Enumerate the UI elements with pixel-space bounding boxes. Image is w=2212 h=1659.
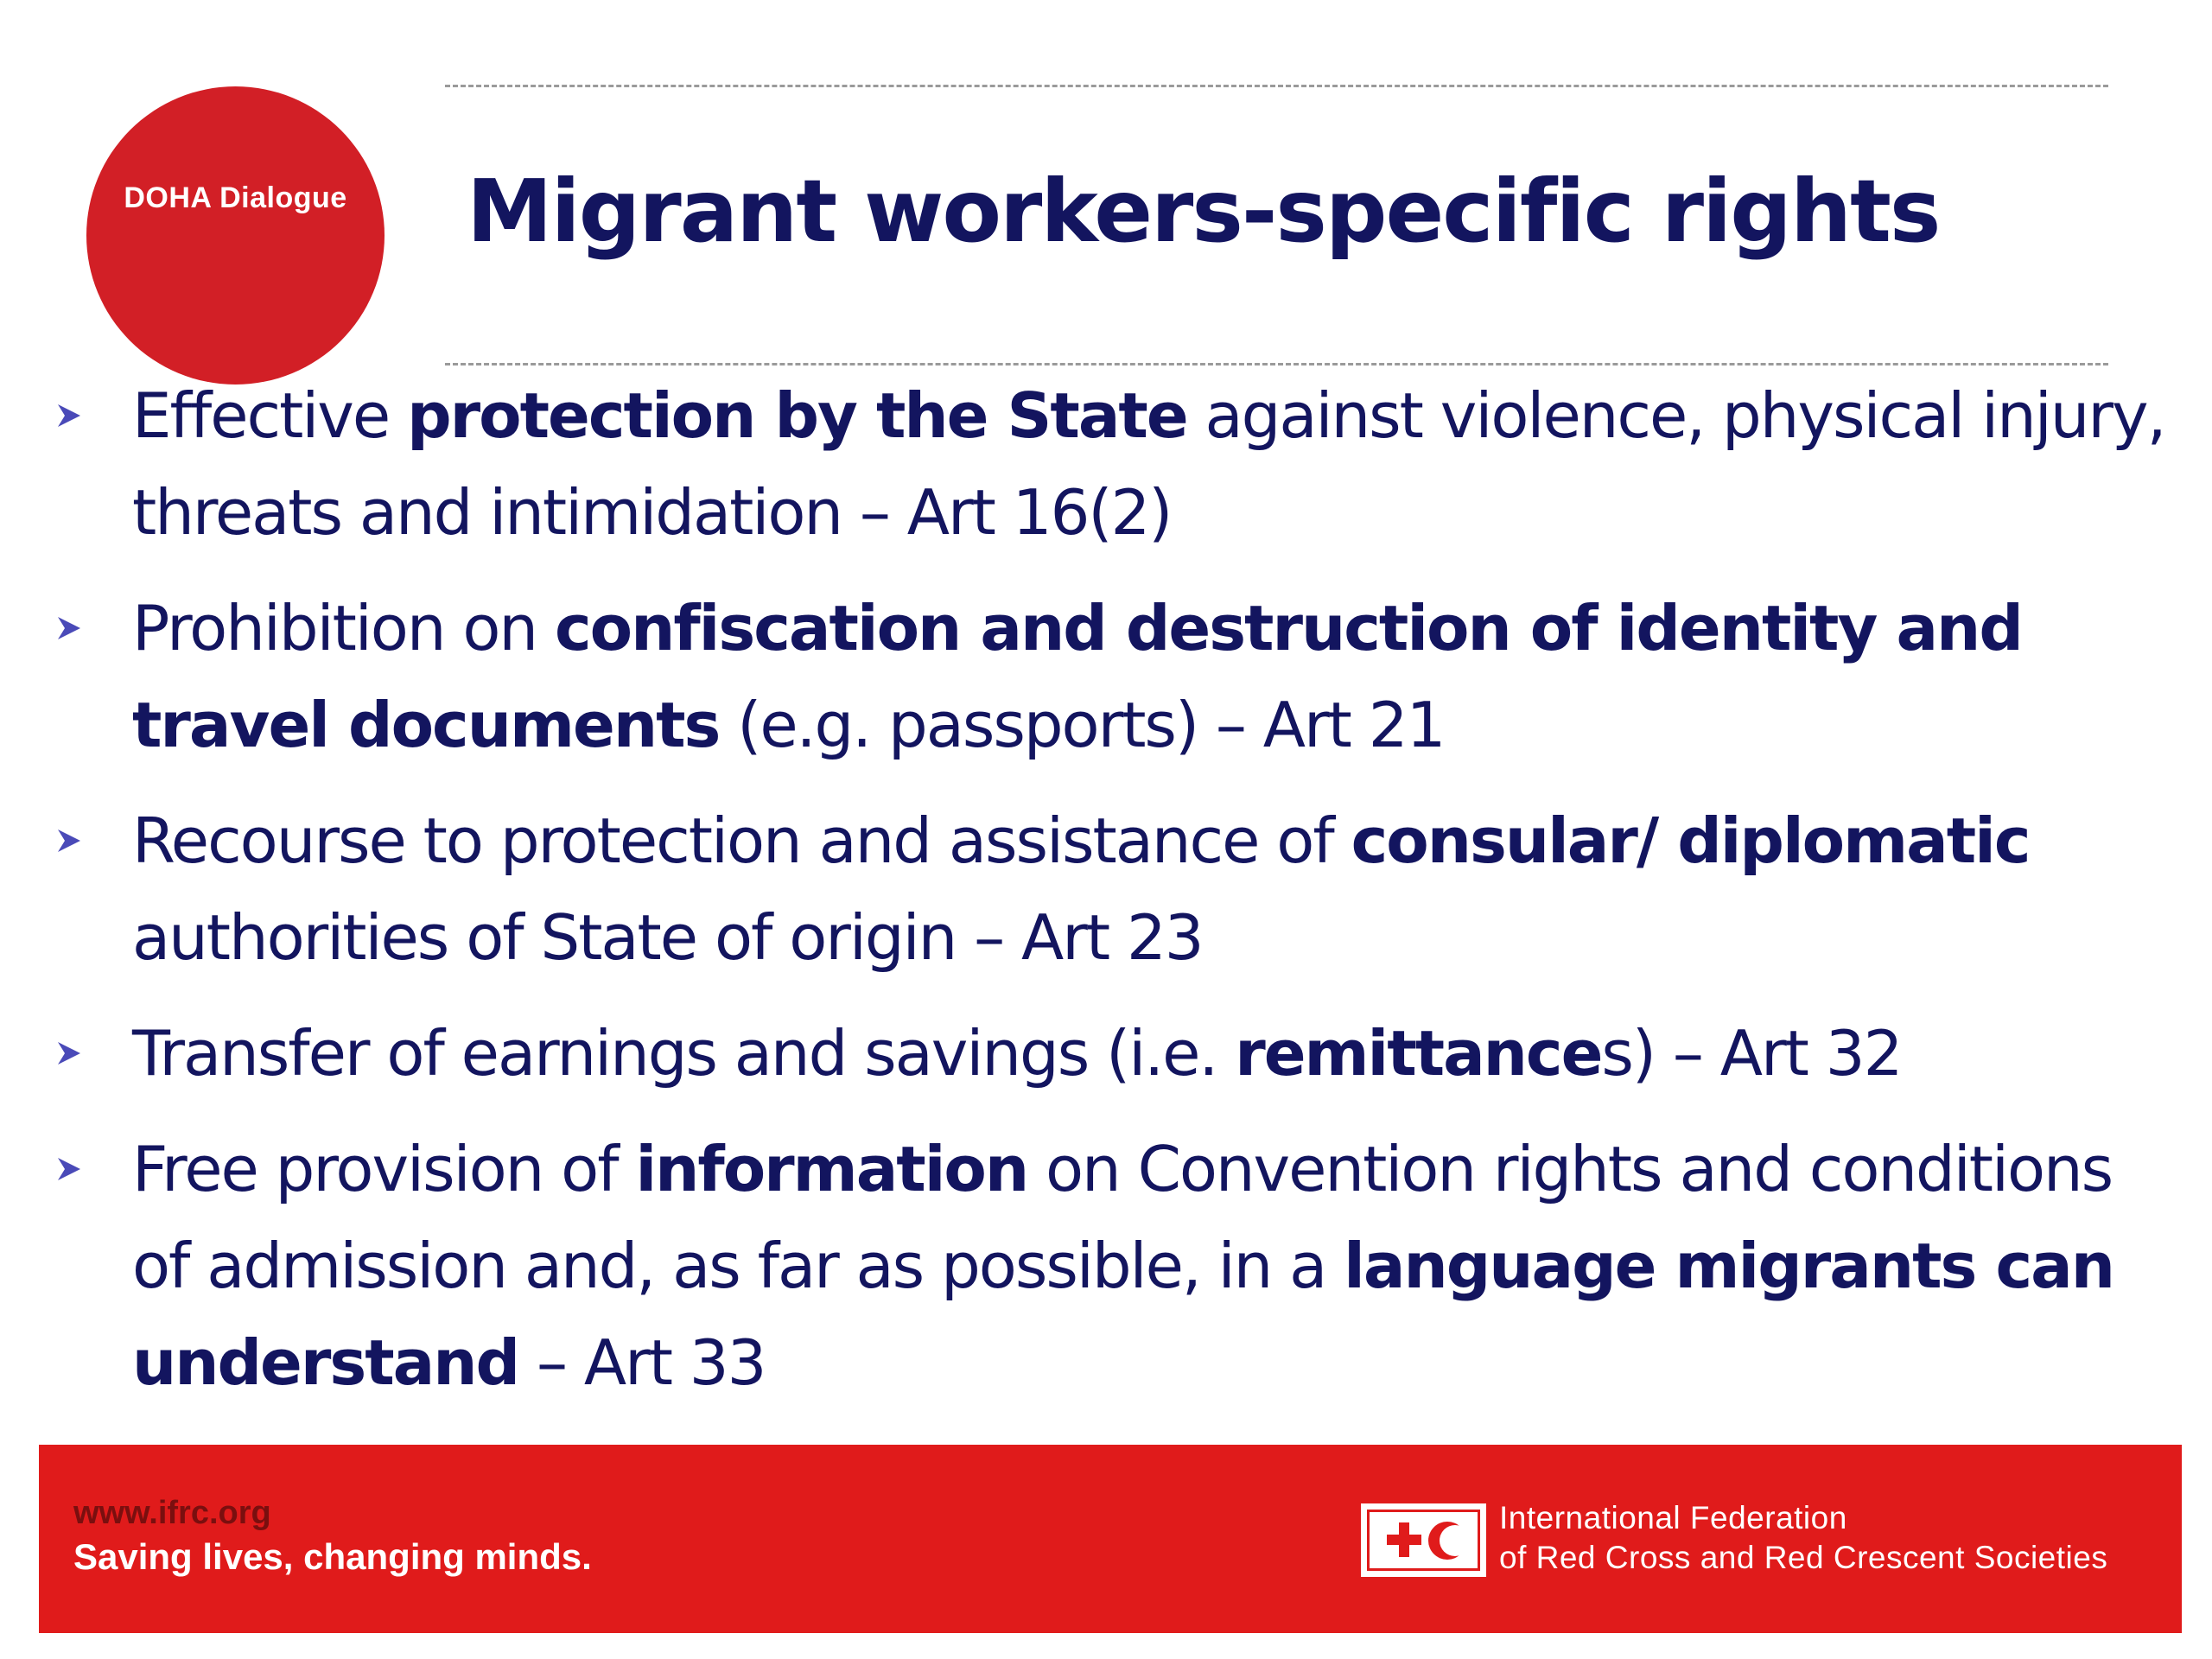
bullet-text: – Art 33	[518, 1326, 766, 1399]
bullet-text: s) – Art 32	[1601, 1017, 1902, 1090]
bullet-list	[52, 367, 2186, 1411]
bullet-emphasis: information	[635, 1133, 1028, 1205]
bullet-item	[52, 1121, 2186, 1411]
bullet-text: against violence, physical injury, threats and intimidation – Art 16(2)	[132, 379, 2165, 549]
bullet-text: Recourse to protection and assistance of	[132, 804, 1351, 877]
bullet-text: (e.g. passports) – Art 21	[719, 689, 1445, 761]
bullet-item	[52, 792, 2186, 986]
doha-dialogue-badge	[86, 86, 385, 385]
organization-name	[1499, 1498, 2107, 1578]
top-dashed-divider	[445, 85, 2108, 87]
arrowhead-bullet-icon	[52, 580, 86, 677]
bullet-text: Transfer of earnings and savings (i.e.	[132, 1017, 1236, 1090]
bullet-item	[52, 1005, 2186, 1102]
arrowhead-bullet-icon	[52, 792, 86, 889]
bullet-item	[52, 580, 2186, 773]
bullet-emphasis: consular/ diplomatic	[1351, 804, 2030, 877]
arrowhead-bullet-icon	[52, 1121, 86, 1217]
red-cross-red-crescent-logo-icon	[1361, 1503, 1486, 1577]
footer-bar	[39, 1445, 2182, 1633]
bullet-text: Effective	[132, 379, 408, 452]
bullet-item	[52, 367, 2186, 561]
badge-label: DOHA Dialogue	[124, 181, 347, 214]
arrowhead-bullet-icon	[52, 367, 86, 464]
organization-name-line-2: of Red Cross and Red Crescent Societies	[1499, 1540, 2108, 1575]
organization-name-line-1: International Federation	[1499, 1500, 1847, 1535]
footer-url[interactable]: www.ifrc.org	[73, 1495, 271, 1531]
bullet-emphasis: protection by the State	[407, 379, 1187, 452]
bullet-text: on Convention rights and conditions of admission and, as far as possible, in a	[132, 1133, 2113, 1302]
bullet-text: Free provision of	[132, 1133, 636, 1205]
bullet-text: Prohibition on	[132, 592, 555, 664]
footer-tagline: Saving lives, changing minds.	[73, 1536, 592, 1577]
bullet-text: authorities of State of origin – Art 23	[132, 901, 1203, 974]
slide-title: Migrant workers-specific rights	[467, 161, 1940, 262]
bottom-dashed-divider	[445, 363, 2108, 365]
bullet-emphasis: language migrants can understand	[132, 1230, 2113, 1399]
bullet-emphasis: confiscation and destruction of identity and travel documents	[132, 592, 2022, 761]
bullet-emphasis: remittance	[1235, 1017, 1602, 1090]
arrowhead-bullet-icon	[52, 1005, 86, 1102]
